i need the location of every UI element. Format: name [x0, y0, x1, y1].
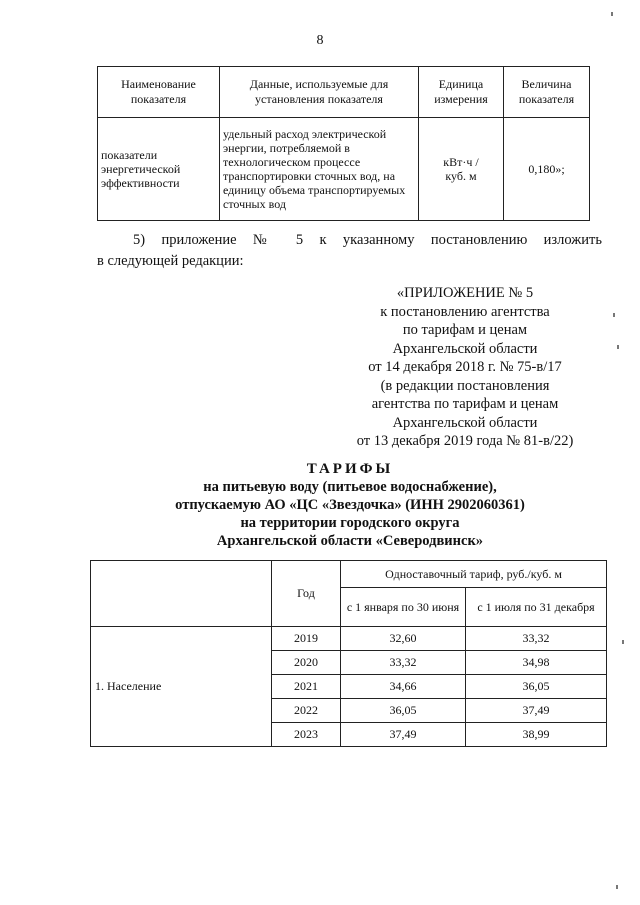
year-cell: 2019 — [272, 627, 341, 651]
unit-line: куб. м — [445, 169, 477, 183]
header-cell: Единица измерения — [419, 67, 504, 118]
category-cell: 1. Население — [91, 627, 272, 747]
tariff-h1-cell: 36,05 — [341, 699, 466, 723]
tariff-header: Одноставочный тариф, руб./куб. м — [341, 561, 607, 588]
tariff-subtitle-line: Архангельской области «Северодвинск» — [216, 533, 484, 549]
tariff-subtitle-line: отпускаемую АО «ЦС «Звездочка» (ИНН 2902060361) — [175, 497, 525, 513]
empty-header-cell — [91, 561, 272, 627]
appendix-line: Архангельской области — [392, 340, 538, 357]
indicator-table-header — [98, 67, 590, 118]
paragraph-line: 5) приложение № 5 к указанному постановлению изложить — [133, 232, 602, 248]
table-row — [98, 118, 590, 221]
paragraph-5 — [97, 230, 602, 272]
year-cell: 2021 — [272, 675, 341, 699]
tariff-h1-cell: 33,32 — [341, 651, 466, 675]
paragraph-line: в следующей редакции: — [97, 253, 244, 269]
unit-line: кВт·ч / — [443, 155, 479, 169]
header-cell: Наименование показателя — [98, 67, 220, 118]
tariff-subtitle-line: на питьевую воду (питьевое водоснабжение), — [203, 479, 497, 495]
year-cell: 2023 — [272, 723, 341, 747]
year-cell: 2020 — [272, 651, 341, 675]
tariff-table — [90, 560, 607, 747]
period-header: с 1 января по 30 июня — [341, 588, 466, 627]
indicator-value: 0,180»; — [504, 118, 590, 221]
scan-speck — [617, 345, 619, 349]
appendix-line: агентства по тарифам и ценам — [371, 396, 559, 412]
appendix-line: от 13 декабря 2019 года № 81-в/22) — [356, 433, 574, 449]
tariff-subtitle-line: на территории городского округа — [240, 515, 460, 531]
header-cell: Величина показателя — [504, 67, 590, 118]
appendix-block — [345, 284, 585, 451]
year-cell: 2022 — [272, 699, 341, 723]
appendix-line: к постановлению агентства — [380, 303, 550, 320]
tariff-h2-cell: 38,99 — [466, 723, 607, 747]
page-number: 8 — [316, 33, 324, 48]
tariff-h2-cell: 34,98 — [466, 651, 607, 675]
year-header: Год — [272, 561, 341, 627]
tariff-h2-cell: 37,49 — [466, 699, 607, 723]
tariff-h1-cell: 32,60 — [341, 627, 466, 651]
appendix-line: (в редакции постановления — [380, 377, 550, 394]
tariff-heading — [0, 460, 640, 550]
tariff-h2-cell: 33,32 — [466, 627, 607, 651]
tariff-title: ТАРИФЫ — [306, 461, 394, 477]
indicator-unit — [419, 118, 504, 221]
tariff-h1-cell: 34,66 — [341, 675, 466, 699]
appendix-line: «ПРИЛОЖЕНИЕ № 5 — [396, 285, 534, 301]
scan-speck — [611, 12, 613, 16]
appendix-line: Архангельской области — [392, 414, 538, 431]
period-header: с 1 июля по 31 декабря — [466, 588, 607, 627]
tariff-h1-cell: 37,49 — [341, 723, 466, 747]
table-row — [91, 627, 607, 651]
scan-speck — [613, 313, 615, 317]
appendix-line: от 14 декабря 2018 г. № 75-в/17 — [368, 359, 562, 375]
scan-speck — [616, 885, 618, 889]
appendix-line: по тарифам и ценам — [402, 322, 528, 338]
indicator-name: показатели энергетической эффективности — [98, 118, 220, 221]
indicator-data: удельный расход электрической энергии, потребляемой в технологическом процессе транспортировки сточных вод, на единицу объема транспортируемых сточных вод — [220, 118, 419, 221]
scan-speck — [622, 640, 624, 644]
header-cell: Данные, используемые для установления показателя — [220, 67, 419, 118]
tariff-h2-cell: 36,05 — [466, 675, 607, 699]
indicator-table — [97, 66, 590, 221]
